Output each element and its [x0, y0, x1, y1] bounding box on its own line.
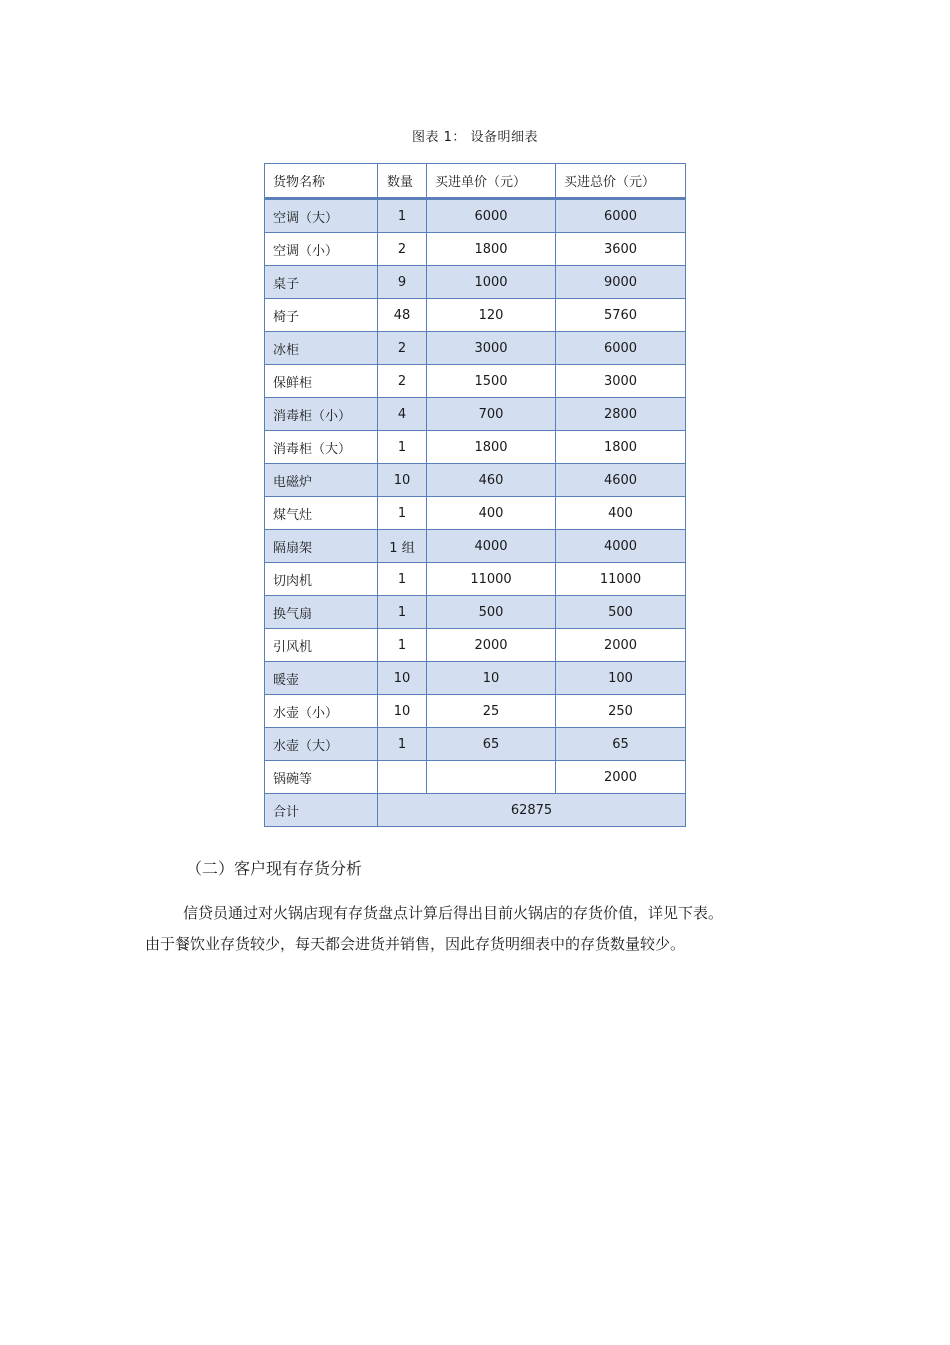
- cell-total-price: 6000: [556, 199, 686, 233]
- cell-total-price: 1800: [556, 431, 686, 464]
- cell-unit-price: 1500: [427, 365, 556, 398]
- cell-quantity: 2: [378, 365, 427, 398]
- cell-unit-price: 11000: [427, 563, 556, 596]
- cell-quantity: [378, 761, 427, 794]
- cell-item-name: 空调（大）: [265, 199, 378, 233]
- cell-item-name: 椅子: [265, 299, 378, 332]
- cell-unit-price: 4000: [427, 530, 556, 563]
- table-row: [265, 530, 686, 563]
- table-total-row: [265, 794, 686, 827]
- cell-unit-price: 6000: [427, 199, 556, 233]
- cell-total-price: 500: [556, 596, 686, 629]
- cell-item-name: 隔扇架: [265, 530, 378, 563]
- table-row: [265, 629, 686, 662]
- cell-quantity: 1: [378, 199, 427, 233]
- table-row: [265, 596, 686, 629]
- cell-total-price: 2000: [556, 761, 686, 794]
- cell-total-price: 400: [556, 497, 686, 530]
- cell-unit-price: 25: [427, 695, 556, 728]
- table-caption: 图表 1： 设备明细表: [411, 130, 539, 145]
- cell-unit-price: 65: [427, 728, 556, 761]
- table-header-row: [265, 164, 686, 199]
- cell-quantity: 48: [378, 299, 427, 332]
- table-row: [265, 365, 686, 398]
- cell-total-price: 9000: [556, 266, 686, 299]
- cell-quantity: 10: [378, 695, 427, 728]
- cell-quantity: 1: [378, 629, 427, 662]
- header-total-price: 买进总价（元）: [556, 164, 686, 199]
- cell-item-name: 保鲜柜: [265, 365, 378, 398]
- total-label: 合计: [265, 794, 378, 827]
- body-paragraph: [145, 898, 785, 960]
- cell-total-price: 250: [556, 695, 686, 728]
- cell-unit-price: 1800: [427, 431, 556, 464]
- section-heading: （二）客户现有存货分析: [186, 859, 363, 878]
- table-row: [265, 398, 686, 431]
- cell-unit-price: 400: [427, 497, 556, 530]
- cell-quantity: 1: [378, 431, 427, 464]
- total-value: 62875: [378, 794, 686, 827]
- cell-quantity: 2: [378, 332, 427, 365]
- cell-item-name: 空调（小）: [265, 233, 378, 266]
- cell-total-price: 4000: [556, 530, 686, 563]
- cell-unit-price: 1000: [427, 266, 556, 299]
- cell-total-price: 5760: [556, 299, 686, 332]
- cell-unit-price: [427, 761, 556, 794]
- cell-unit-price: 2000: [427, 629, 556, 662]
- cell-total-price: 2800: [556, 398, 686, 431]
- cell-unit-price: 460: [427, 464, 556, 497]
- cell-total-price: 100: [556, 662, 686, 695]
- equipment-table: [264, 163, 686, 827]
- paragraph-line-2: 由于餐饮业存货较少，每天都会进货并销售，因此存货明细表中的存货数量较少。: [145, 935, 686, 953]
- cell-item-name: 暖壶: [265, 662, 378, 695]
- cell-unit-price: 120: [427, 299, 556, 332]
- cell-total-price: 3600: [556, 233, 686, 266]
- cell-quantity: 10: [378, 662, 427, 695]
- cell-unit-price: 1800: [427, 233, 556, 266]
- cell-quantity: 4: [378, 398, 427, 431]
- cell-total-price: 11000: [556, 563, 686, 596]
- paragraph-line-1: 信贷员通过对火锅店现有存货盘点计算后得出目前火锅店的存货价值，详见下表。: [183, 904, 724, 922]
- table-row: [265, 728, 686, 761]
- cell-unit-price: 10: [427, 662, 556, 695]
- cell-item-name: 电磁炉: [265, 464, 378, 497]
- cell-unit-price: 500: [427, 596, 556, 629]
- cell-item-name: 引风机: [265, 629, 378, 662]
- cell-quantity: 10: [378, 464, 427, 497]
- cell-quantity: 1: [378, 728, 427, 761]
- table-row: [265, 431, 686, 464]
- cell-item-name: 水壶（小）: [265, 695, 378, 728]
- cell-item-name: 消毒柜（小）: [265, 398, 378, 431]
- table-row: [265, 761, 686, 794]
- cell-total-price: 6000: [556, 332, 686, 365]
- cell-item-name: 水壶（大）: [265, 728, 378, 761]
- header-quantity: 数量: [378, 164, 427, 199]
- cell-total-price: 3000: [556, 365, 686, 398]
- table-body: [265, 199, 686, 827]
- table-row: [265, 266, 686, 299]
- table-row: [265, 199, 686, 233]
- table-row: [265, 695, 686, 728]
- cell-total-price: 4600: [556, 464, 686, 497]
- cell-unit-price: 3000: [427, 332, 556, 365]
- cell-item-name: 消毒柜（大）: [265, 431, 378, 464]
- cell-item-name: 煤气灶: [265, 497, 378, 530]
- cell-quantity: 1: [378, 563, 427, 596]
- table-row: [265, 332, 686, 365]
- cell-unit-price: 700: [427, 398, 556, 431]
- table-row: [265, 464, 686, 497]
- cell-quantity: 1 组: [378, 530, 427, 563]
- cell-item-name: 切肉机: [265, 563, 378, 596]
- cell-quantity: 1: [378, 596, 427, 629]
- cell-total-price: 2000: [556, 629, 686, 662]
- cell-quantity: 9: [378, 266, 427, 299]
- table-row: [265, 662, 686, 695]
- table-row: [265, 299, 686, 332]
- cell-total-price: 65: [556, 728, 686, 761]
- cell-item-name: 锅碗等: [265, 761, 378, 794]
- table-row: [265, 563, 686, 596]
- cell-item-name: 换气扇: [265, 596, 378, 629]
- table-row: [265, 497, 686, 530]
- header-unit-price: 买进单价（元）: [427, 164, 556, 199]
- cell-quantity: 2: [378, 233, 427, 266]
- table-row: [265, 233, 686, 266]
- cell-item-name: 冰柜: [265, 332, 378, 365]
- cell-quantity: 1: [378, 497, 427, 530]
- header-item-name: 货物名称: [265, 164, 378, 199]
- cell-item-name: 桌子: [265, 266, 378, 299]
